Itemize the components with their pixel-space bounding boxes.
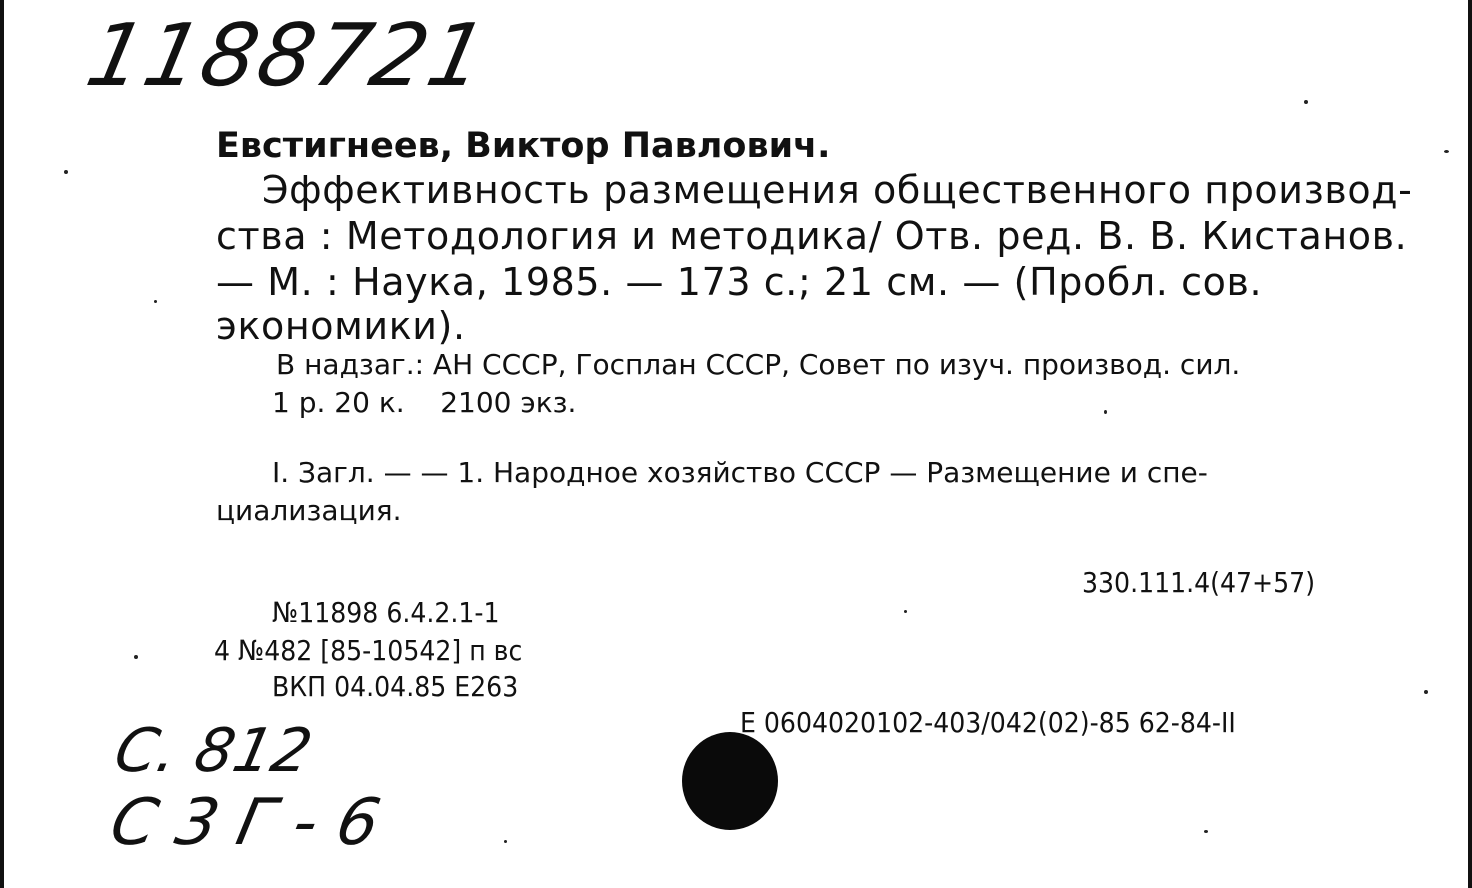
title-line-4: экономики). (216, 304, 466, 348)
code-line: Е 0604020102-403/042(02)-85 62-84-II (740, 706, 1236, 739)
author-heading: Евстигнеев, Виктор Павлович. (216, 126, 831, 166)
punch-hole (682, 732, 778, 830)
scan-speck (64, 170, 68, 174)
scan-speck (1204, 830, 1208, 833)
scan-speck (1424, 690, 1428, 694)
title-line-3: — М. : Наука, 1985. — 173 с.; 21 см. — (Пробл. сов. (216, 260, 1263, 304)
subject-line-1: I. Загл. — — 1. Народное хозяйство СССР — Размещение и спе- (272, 456, 1208, 489)
scan-speck (134, 655, 138, 659)
price-line: 1 р. 20 к. 2100 экз. (272, 386, 577, 419)
tech-line-2: 4 №482 [85-10542] п вс (214, 634, 523, 667)
handwritten-mark-2: С 3 Г - 6 (104, 786, 387, 860)
classification-index: 330.111.4(47+57) (1082, 566, 1316, 599)
scan-speck (904, 610, 907, 613)
handwritten-accession-number: 1188721 (78, 6, 497, 106)
title-line-2: ства : Методология и методика/ Отв. ред. В. В. Кистанов. (216, 214, 1408, 258)
scan-speck (154, 300, 157, 303)
tech-line-1: №11898 6.4.2.1-1 (272, 596, 500, 629)
handwritten-mark-1: С. 812 (108, 716, 319, 786)
tech-line-3: ВКП 04.04.85 Е263 (272, 670, 519, 703)
scan-speck (1444, 150, 1449, 153)
scan-speck (1104, 410, 1107, 414)
scan-speck (1304, 100, 1308, 104)
note-line: В надзаг.: АН СССР, Госплан СССР, Совет по изуч. производ. сил. (276, 348, 1241, 381)
scan-speck (504, 840, 507, 843)
subject-line-2: циализация. (216, 494, 402, 527)
title-line-1: Эффективность размещения общественного производ- (262, 168, 1413, 212)
